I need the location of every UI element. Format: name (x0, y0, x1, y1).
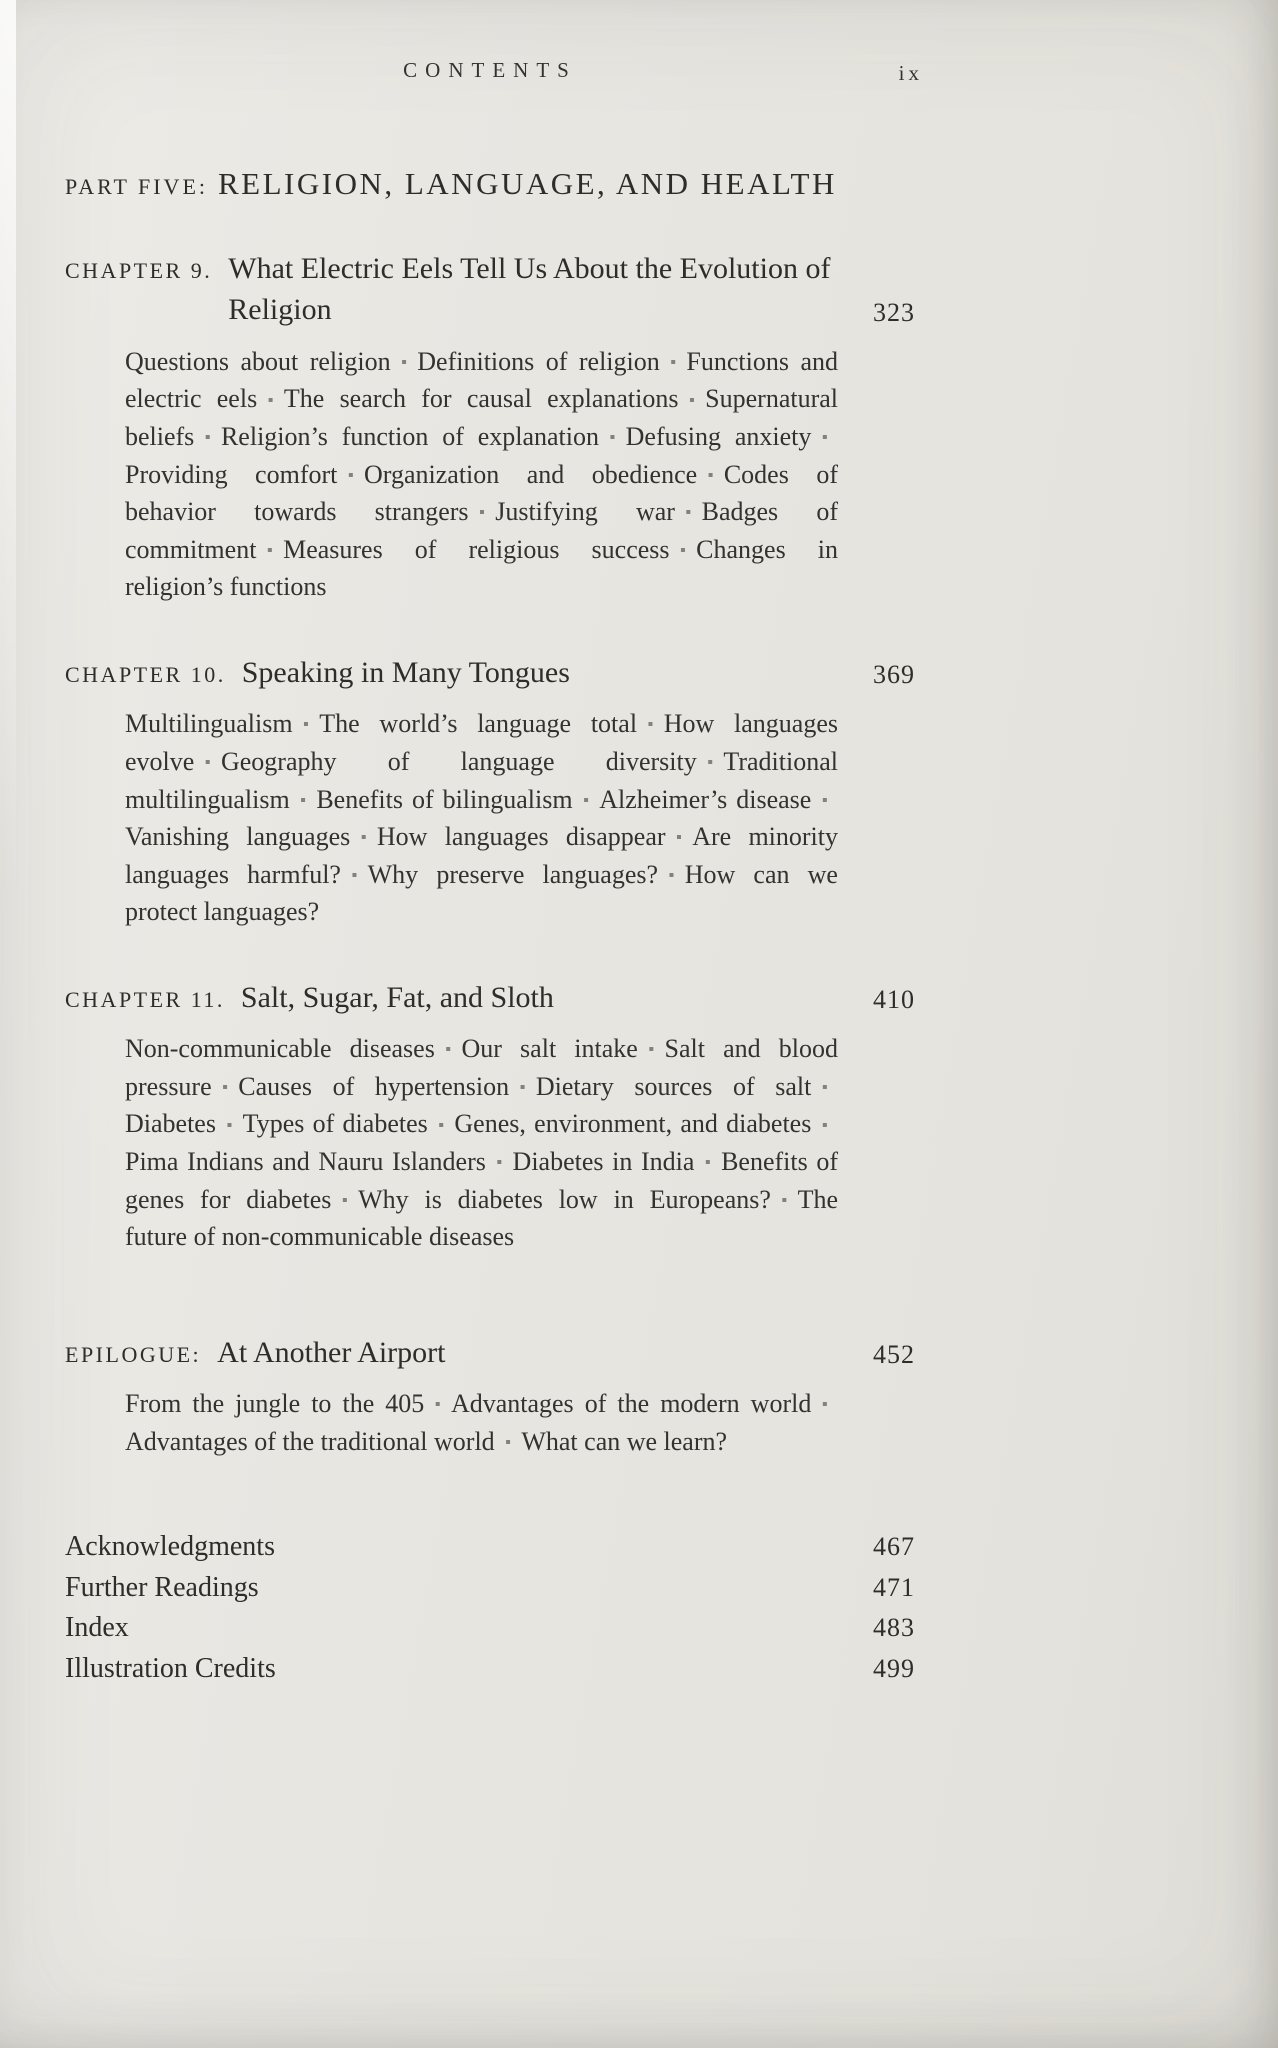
epilogue-label: EPILOGUE: (65, 1341, 202, 1367)
topic-separator-square-icon: ▪ (226, 1116, 233, 1134)
topic-phrase: Definitions of religion (417, 346, 660, 376)
topic-phrase: Multilingualism (125, 709, 293, 739)
topic-separator-square-icon: ▪ (685, 504, 692, 522)
topic-separator-square-icon: ▪ (821, 1116, 828, 1134)
topic-phrase: Alzheimer’s disease (599, 784, 812, 814)
chapter-page-number: 410 (873, 985, 915, 1015)
topic-separator-square-icon: ▪ (341, 1191, 348, 1209)
back-matter-page-number: 471 (873, 1572, 915, 1602)
topic-separator-square-icon: ▪ (434, 1396, 441, 1414)
back-matter-list (65, 1527, 915, 1689)
topic-separator-square-icon: ▪ (821, 791, 828, 809)
topic-separator-square-icon: ▪ (648, 1041, 655, 1059)
toc-entry-chapter-10 (65, 652, 915, 931)
toc-entry-chapter-9 (65, 248, 915, 606)
chapter-title: What Electric Eels Tell Us About the Evolution of Religion (228, 252, 831, 327)
topic-separator-square-icon: ▪ (267, 391, 274, 409)
topic-separator-square-icon: ▪ (222, 1078, 228, 1096)
topic-separator-square-icon: ▪ (679, 541, 686, 559)
chapter-heading (65, 248, 915, 331)
topic-separator-square-icon: ▪ (704, 1154, 711, 1172)
topic-separator-square-icon: ▪ (505, 1433, 511, 1451)
chapter-heading (65, 1332, 915, 1373)
topic-phrase: How languages evolve (125, 709, 838, 776)
topic-separator-square-icon: ▪ (688, 391, 695, 409)
topic-separator-square-icon: ▪ (438, 1116, 444, 1134)
topic-phrase: Diabetes in India (512, 1147, 695, 1177)
topic-separator-square-icon: ▪ (676, 829, 682, 847)
topic-separator-square-icon: ▪ (496, 1154, 503, 1172)
topic-phrase: How languages disappear (376, 822, 666, 852)
topic-phrase: Non-communicable diseases (125, 1034, 435, 1064)
topic-phrase: Causes of hypertension (238, 1071, 510, 1101)
topic-phrase: Providing comfort (125, 459, 338, 489)
epilogue-topics (125, 1386, 838, 1461)
page-title: CONTENTS (403, 58, 577, 82)
epilogue-page-number: 452 (873, 1340, 915, 1370)
back-matter-title: Index (65, 1612, 129, 1644)
topic-phrase: Advantages of the modern world (450, 1389, 812, 1419)
back-matter-row-illustration-credits (65, 1649, 915, 1690)
topic-separator-square-icon: ▪ (347, 466, 354, 484)
running-head (65, 58, 923, 92)
back-matter-page-number: 499 (873, 1653, 915, 1683)
topic-phrase: Pima Indians and Nauru Islanders (125, 1147, 486, 1177)
topic-phrase: Advantages of the traditional world (125, 1426, 495, 1456)
topic-phrase: How can we protect languages? (125, 859, 838, 927)
topic-phrase: The world’s language total (319, 709, 638, 739)
topic-separator-square-icon: ▪ (401, 353, 407, 371)
topic-phrase: Our salt intake (461, 1034, 638, 1064)
topic-phrase: Dietary sources of salt (535, 1071, 812, 1101)
topic-separator-square-icon: ▪ (668, 866, 675, 884)
chapter-topics (125, 706, 838, 931)
back-matter-page-number: 483 (873, 1613, 915, 1643)
part-label: PART FIVE: (65, 174, 208, 199)
chapter-heading (65, 977, 915, 1018)
chapter-topics (125, 344, 838, 606)
folio-page-number: ix (898, 61, 923, 85)
topic-separator-square-icon: ▪ (204, 429, 211, 447)
topic-separator-square-icon: ▪ (300, 791, 306, 809)
back-matter-row-acknowledgments (65, 1527, 915, 1568)
topic-separator-square-icon: ▪ (519, 1078, 526, 1096)
topic-separator-square-icon: ▪ (670, 353, 676, 371)
chapter-title: Speaking in Many Tongues (241, 655, 570, 689)
topic-separator-square-icon: ▪ (445, 1041, 452, 1059)
topic-phrase: Why preserve languages? (367, 859, 659, 889)
chapter-topics (125, 1031, 838, 1256)
chapter-page-number: 369 (873, 660, 915, 690)
topic-separator-square-icon: ▪ (821, 1078, 828, 1096)
chapter-heading (65, 652, 915, 693)
topic-phrase: Why is diabetes low in Europeans? (358, 1184, 771, 1214)
back-matter-title: Illustration Credits (65, 1652, 276, 1684)
topic-phrase: Salt and blood pressure (125, 1034, 838, 1101)
topic-phrase: Organization and obedience (364, 459, 698, 489)
topic-phrase: Benefits of genes for diabetes (125, 1147, 839, 1214)
toc-entry-chapter-11 (65, 977, 915, 1256)
back-matter-title: Further Readings (65, 1571, 259, 1603)
chapter-page-number: 323 (873, 297, 915, 327)
topic-phrase: Religion’s function of explanation (220, 422, 599, 451)
topic-phrase: Benefits of bilingualism (316, 784, 573, 814)
topic-phrase: Traditional multilingualism (125, 746, 838, 814)
topic-phrase: Diabetes (125, 1109, 216, 1139)
topic-separator-square-icon: ▪ (707, 754, 713, 772)
topic-separator-square-icon: ▪ (360, 829, 367, 847)
topic-separator-square-icon: ▪ (609, 429, 616, 447)
topic-phrase: Types of diabetes (242, 1109, 428, 1139)
topic-phrase: What can we learn? (521, 1426, 728, 1456)
back-matter-row-index (65, 1608, 915, 1649)
topic-phrase: Measures of religious success (283, 534, 670, 564)
topic-separator-square-icon: ▪ (707, 466, 714, 484)
epilogue-title: At Another Airport (217, 1335, 446, 1369)
topic-phrase: The search for causal explanations (283, 384, 679, 414)
part-heading (65, 166, 915, 202)
topic-phrase: The future of non-communicable diseases (125, 1184, 839, 1252)
topic-phrase: Supernatural beliefs (125, 384, 838, 451)
topic-separator-square-icon: ▪ (821, 429, 828, 447)
topic-phrase: Are minority languages harmful? (125, 822, 839, 889)
topic-phrase: Codes of behavior towards strangers (125, 459, 838, 527)
topic-phrase: Defusing anxiety (625, 422, 812, 451)
topic-separator-square-icon: ▪ (583, 791, 589, 809)
topic-separator-square-icon: ▪ (303, 716, 309, 734)
topic-phrase: Badges of commitment (125, 497, 839, 564)
topic-separator-square-icon: ▪ (266, 541, 273, 559)
topic-phrase: Genes, environment, and diabetes (454, 1109, 812, 1139)
chapter-label: CHAPTER 11. (65, 986, 225, 1012)
toc-entry-epilogue (65, 1332, 915, 1462)
topic-phrase: Questions about religion (125, 346, 391, 376)
topic-phrase: Functions and electric eels (125, 346, 838, 414)
chapter-label: CHAPTER 10. (65, 661, 226, 687)
back-matter-title: Acknowledgments (65, 1531, 275, 1563)
topic-separator-square-icon: ▪ (781, 1191, 788, 1209)
topic-phrase: Justifying war (495, 497, 675, 527)
back-matter-row-further-readings (65, 1568, 915, 1609)
topic-phrase: From the jungle to the 405 (125, 1389, 425, 1419)
topic-phrase: Changes in religion’s functions (125, 534, 838, 602)
topic-separator-square-icon: ▪ (821, 1396, 828, 1414)
chapter-label: CHAPTER 9. (65, 258, 213, 283)
part-title: RELIGION, LANGUAGE, AND HEALTH (218, 166, 837, 201)
topic-phrase: Geography of language diversity (220, 746, 697, 776)
topic-separator-square-icon: ▪ (479, 504, 485, 522)
topic-separator-square-icon: ▪ (204, 754, 211, 772)
topic-phrase: Vanishing languages (125, 822, 351, 852)
topic-separator-square-icon: ▪ (647, 716, 654, 734)
chapter-title: Salt, Sugar, Fat, and Sloth (240, 980, 554, 1014)
topic-separator-square-icon: ▪ (351, 866, 358, 884)
back-matter-page-number: 467 (873, 1532, 915, 1562)
